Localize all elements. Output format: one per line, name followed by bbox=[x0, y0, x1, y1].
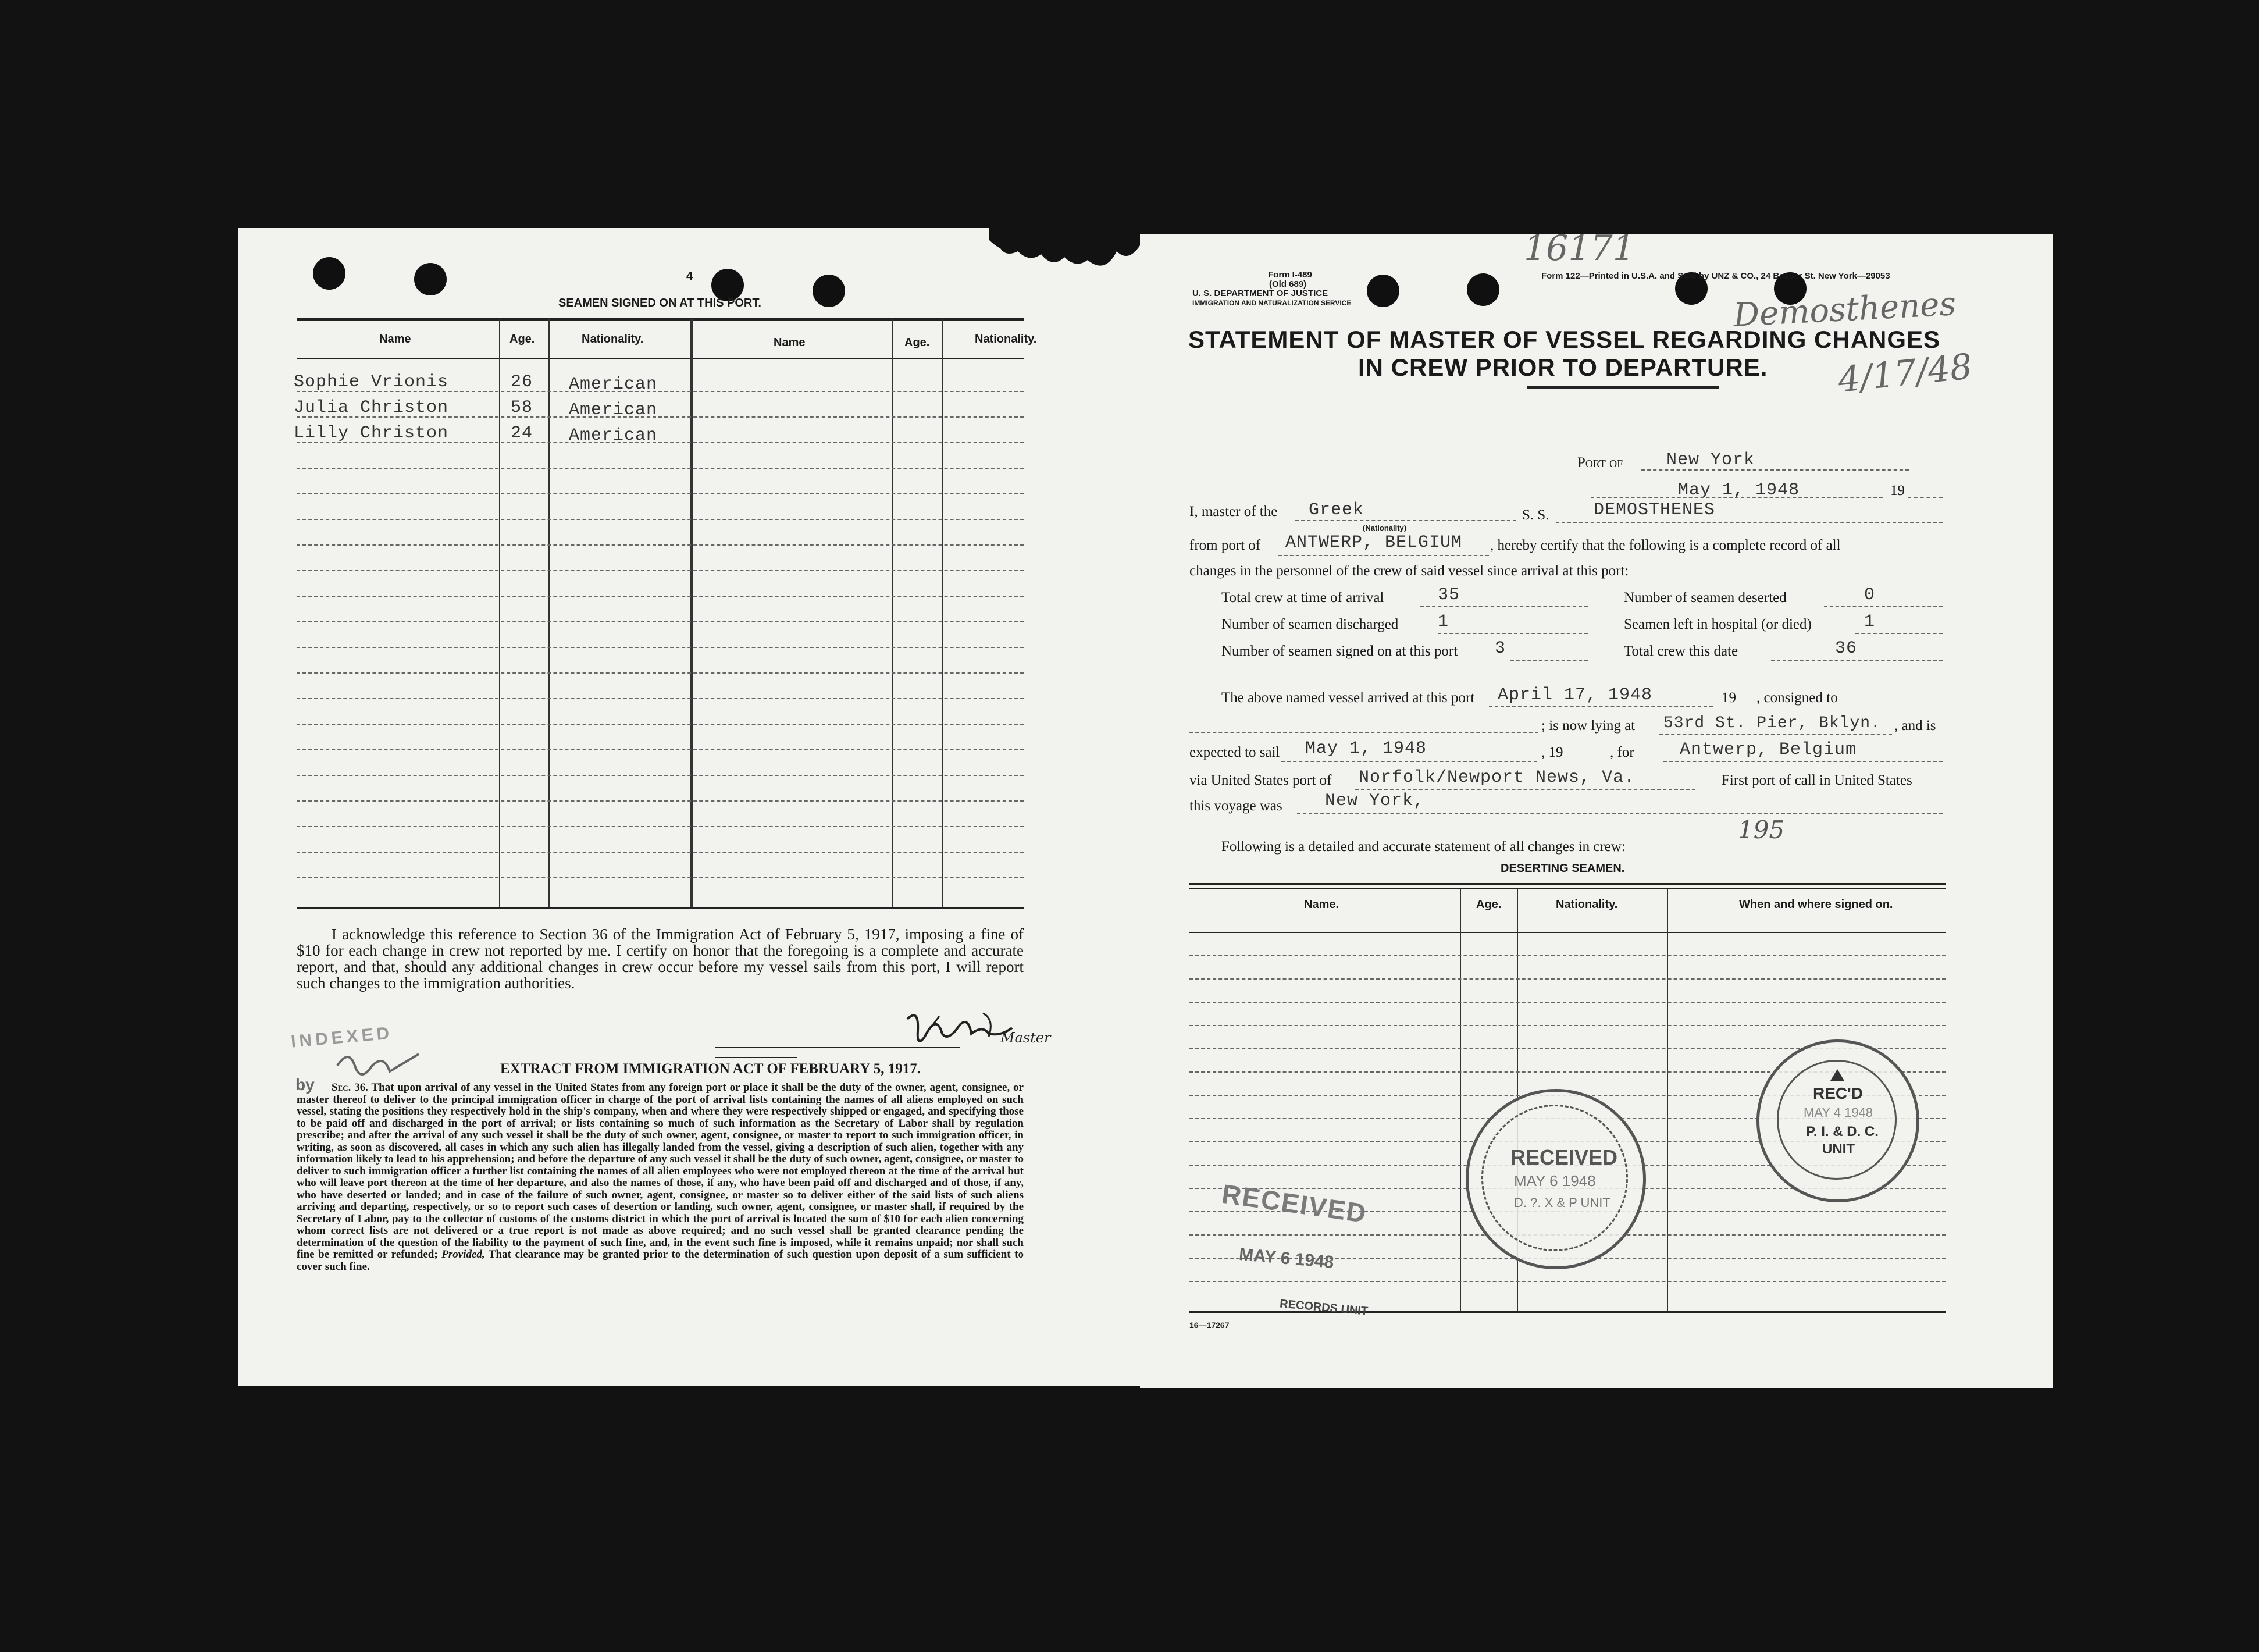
row-line bbox=[297, 416, 1024, 418]
signature-line bbox=[715, 1047, 960, 1048]
certify-text: , hereby certify that the following is a complete record of all bbox=[1490, 537, 1841, 553]
stamp-arrow-icon bbox=[1830, 1069, 1844, 1081]
port-line bbox=[1641, 469, 1909, 471]
extract-title: EXTRACT FROM IMMIGRATION ACT OF FEBRUARY 5, 1917. bbox=[500, 1061, 921, 1077]
date-line bbox=[1591, 497, 1883, 498]
row-line bbox=[297, 647, 1024, 648]
handwritten-date: 4/17/48 bbox=[1836, 346, 1975, 401]
hospital-label: Seamen left in hospital (or died) bbox=[1624, 617, 1812, 632]
header-nationality: Nationality. bbox=[582, 333, 644, 346]
deserting-header-signed-on: When and where signed on. bbox=[1739, 898, 1893, 911]
header-name: Name bbox=[379, 333, 411, 346]
handwritten-number: 16171 bbox=[1524, 228, 1635, 269]
master-of-label: I, master of the bbox=[1189, 504, 1278, 519]
from-port-label: from port of bbox=[1189, 537, 1261, 553]
row-line bbox=[1189, 955, 1946, 956]
expected-suffix: , 19 bbox=[1541, 745, 1563, 760]
column-divider bbox=[892, 319, 893, 907]
arrived-value: April 17, 1948 bbox=[1498, 685, 1653, 705]
crew-line bbox=[1855, 633, 1943, 634]
title-line2: IN CREW PRIOR TO DEPARTURE. bbox=[1358, 354, 1768, 381]
deserting-top-rule bbox=[1189, 888, 1946, 889]
first-port-label: First port of call in United States bbox=[1722, 772, 1912, 788]
footer-code: 16—17267 bbox=[1189, 1320, 1230, 1330]
lying-value: 53rd St. Pier, Bklyn. bbox=[1663, 714, 1881, 732]
title-underline bbox=[1527, 386, 1719, 389]
signed-on-value: 3 bbox=[1495, 639, 1506, 658]
punch-hole bbox=[813, 275, 845, 307]
form-old: (Old 689) bbox=[1269, 279, 1307, 289]
row-line bbox=[297, 826, 1024, 827]
seaman-name: Lilly Christon bbox=[294, 423, 449, 443]
following-label: Following is a detailed and accurate statement of all changes in crew: bbox=[1221, 839, 1626, 855]
row-line bbox=[297, 493, 1024, 494]
stamp-received-1: RECEIVED bbox=[1510, 1145, 1618, 1169]
arrival-line bbox=[1489, 706, 1713, 707]
seaman-age: 26 bbox=[511, 372, 533, 392]
recd-circular-stamp bbox=[1756, 1039, 1919, 1202]
date-line bbox=[1908, 497, 1943, 498]
master-label: Master bbox=[1000, 1030, 1051, 1046]
punch-hole bbox=[1467, 273, 1499, 306]
signed-on-label: Number of seamen signed on at this port bbox=[1221, 643, 1458, 659]
crew-line bbox=[1420, 606, 1588, 607]
torn-edge bbox=[989, 228, 1140, 280]
extract-prefix: by bbox=[295, 1076, 315, 1094]
column-divider bbox=[690, 319, 693, 907]
row-line bbox=[297, 442, 1024, 443]
row-line bbox=[297, 570, 1024, 571]
via-label: via United States port of bbox=[1189, 772, 1332, 788]
expected-value: May 1, 1948 bbox=[1305, 739, 1427, 759]
crew-line bbox=[1771, 660, 1943, 661]
extract-text: That upon arrival of any vessel in the United States from any foreign port or place it shall be the duty of the owner, agent, consignee, or master thereof to deliver to the principal immigration officer in charge of the port of arrival lists containing the names of all aliens employed on such vessel, stating the positions they respectively hold in the ship's company, when and where they were respectively shipped or engaged, and specifying those to be paid off and discharged in the port of arrival; or lists containing so much of such information as the Secretary of Labor shall by regulation prescribe; and after the arrival of any such vessel it shall be the duty of such owner, agent, consignee, or master to report to such immigration officer, in writing, as soon as discovered, all cases in which any such alien has illegally landed from the vessel, giving a description of such alien, together with any information likely to lead to his apprehension; and before the departure of any such vessel it shall be the duty of such owner, agent, consignee, or master to deliver to such immigration officer a further list containing the names of all alien employees who were not employed thereon at the time of the arrival but who will leave port thereon at the time of her departure, and also the names of those, if any, who have been paid off and discharged and of those, if any, who have deserted or landed; and in case of the failure of such owner, agent, consignee, or master so to deliver either of the said lists of such aliens arriving and departing, respectively, or so to report such cases of desertion or landing, such owner, agent, consignee, or master shall, if required by the Secretary of Labor, pay to the collector of customs of the customs district in which the port of arrival is located the sum of $10 for each alien concerning whom correct lists are not delivered or a true report is not made as above required; and no such vessel shall be granted clearance pending the determination of the question of the liability to the payment of such fine, and, in the event such fine is imposed, while it remains unpaid; nor shall such fine be remitted or refunded; bbox=[297, 1081, 1024, 1261]
nationality-line bbox=[1295, 520, 1516, 521]
nationality-caption: (Nationality) bbox=[1363, 524, 1407, 532]
row-line bbox=[297, 775, 1024, 776]
punch-hole bbox=[313, 257, 345, 290]
table-bottom-rule bbox=[297, 907, 1024, 909]
row-line bbox=[297, 724, 1024, 725]
date-value: May 1, 1948 bbox=[1678, 480, 1800, 500]
row-line bbox=[297, 852, 1024, 853]
table-header-rule bbox=[297, 358, 1024, 359]
row-line bbox=[297, 698, 1024, 699]
voyage-value: New York, bbox=[1325, 791, 1425, 811]
table-top-rule bbox=[297, 318, 1024, 321]
row-line bbox=[297, 877, 1024, 878]
stamp-recd-date: MAY 4 1948 bbox=[1804, 1105, 1873, 1120]
row-line bbox=[297, 621, 1024, 622]
column-divider bbox=[1460, 889, 1461, 1311]
deserted-value: 0 bbox=[1864, 585, 1876, 605]
acknowledgement-text: I acknowledge this reference to Section 36 of the Immigration Act of February 5, 1917, imposing a fine of $10 for each change in crew not reported by me. I certify on honor that the foregoing is a complete and accurate report, and that, should any additional changes in crew occur before my vessel sails from this port, I will report such changes to the immigration authorities. bbox=[297, 925, 1024, 992]
via-value: Norfolk/Newport News, Va. bbox=[1359, 768, 1636, 788]
total-crew-arrival-value: 35 bbox=[1438, 585, 1460, 605]
row-line bbox=[297, 800, 1024, 802]
via-line bbox=[1355, 789, 1695, 790]
nationality-value: Greek bbox=[1309, 500, 1364, 520]
consignee-line bbox=[1189, 732, 1538, 733]
arrived-suffix: 19 bbox=[1722, 690, 1736, 706]
voyage-line bbox=[1297, 813, 1943, 814]
lying-label: ; is now lying at bbox=[1541, 718, 1636, 734]
stamp-recd: REC'D bbox=[1813, 1084, 1863, 1102]
total-crew-arrival-label: Total crew at time of arrival bbox=[1221, 590, 1384, 606]
row-line bbox=[297, 672, 1024, 674]
deserted-label: Number of seamen deserted bbox=[1624, 590, 1787, 606]
header-age: Age. bbox=[904, 336, 930, 349]
handwritten-count: 195 bbox=[1738, 816, 1785, 844]
column-divider bbox=[499, 319, 500, 907]
row-line bbox=[297, 391, 1024, 392]
column-divider bbox=[942, 319, 943, 907]
expected-line bbox=[1281, 761, 1537, 762]
extract-provided: Provided, bbox=[441, 1248, 485, 1261]
master-signature bbox=[896, 1002, 1035, 1054]
deserting-title: DESERTING SEAMEN. bbox=[1501, 862, 1625, 875]
seaman-name: Sophie Vrionis bbox=[294, 372, 449, 392]
seaman-age: 58 bbox=[511, 398, 533, 418]
deserting-top-rule bbox=[1189, 883, 1946, 885]
stamp-recd-unit2: UNIT bbox=[1822, 1141, 1855, 1157]
printer-note: Form 122—Printed in U.S.A. and Sold by UNZ & CO., 24 Beaver St. New York—29053 bbox=[1541, 271, 1890, 281]
discharged-label: Number of seamen discharged bbox=[1221, 617, 1399, 632]
stamp-received-2-unit: RECORDS UNIT bbox=[1279, 1297, 1369, 1318]
row-line bbox=[297, 596, 1024, 597]
total-crew-date-label: Total crew this date bbox=[1624, 643, 1738, 659]
vessel-name: DEMOSTHENES bbox=[1594, 500, 1716, 520]
department: U. S. DEPARTMENT OF JUSTICE bbox=[1192, 289, 1328, 298]
arrived-label: The above named vessel arrived at this port bbox=[1221, 690, 1475, 706]
seaman-nationality: American bbox=[569, 400, 658, 420]
title-line1: STATEMENT OF MASTER OF VESSEL REGARDING CHANGES bbox=[1188, 326, 1941, 353]
punch-hole bbox=[1367, 275, 1399, 307]
stamp-recd-unit1: P. I. & D. C. bbox=[1806, 1124, 1879, 1140]
stamp-received-1-date: MAY 6 1948 bbox=[1514, 1172, 1596, 1190]
form-number: Form I-489 bbox=[1268, 270, 1312, 280]
header-age: Age. bbox=[509, 333, 535, 346]
column-divider bbox=[548, 319, 550, 907]
handwritten-vessel: Demosthenes bbox=[1732, 285, 1957, 334]
section-title: SEAMEN SIGNED ON AT THIS PORT. bbox=[558, 297, 761, 309]
row-line bbox=[1189, 978, 1946, 980]
ss-label: S. S. bbox=[1522, 507, 1549, 523]
and-is-label: , and is bbox=[1894, 718, 1936, 734]
changes-text: changes in the personnel of the crew of said vessel since arrival at this port: bbox=[1189, 563, 1629, 579]
seaman-nationality: American bbox=[569, 375, 658, 394]
right-page bbox=[1140, 228, 2053, 1388]
crew-line bbox=[1510, 660, 1588, 661]
row-line bbox=[297, 749, 1024, 750]
date-suffix: 19 bbox=[1890, 483, 1905, 499]
from-port-value: ANTWERP, BELGIUM bbox=[1285, 533, 1463, 553]
crew-line bbox=[1824, 606, 1943, 607]
discharged-value: 1 bbox=[1438, 612, 1449, 632]
service: IMMIGRATION AND NATURALIZATION SERVICE bbox=[1192, 299, 1352, 307]
column-divider bbox=[1667, 889, 1668, 1311]
stamp-received-1-unit: D. ?. X & P UNIT bbox=[1514, 1195, 1610, 1210]
for-label: , for bbox=[1610, 745, 1634, 760]
consigned-label: , consigned to bbox=[1756, 690, 1838, 706]
row-line bbox=[297, 468, 1024, 469]
for-value: Antwerp, Belgium bbox=[1680, 740, 1857, 760]
extract-body bbox=[297, 1082, 1024, 1273]
row-line bbox=[297, 544, 1024, 546]
header-nationality: Nationality. bbox=[975, 333, 1037, 346]
deserting-header-nationality: Nationality. bbox=[1556, 898, 1618, 911]
stamp-received-2-date: MAY 6 1948 bbox=[1238, 1244, 1335, 1273]
expected-label: expected to sail bbox=[1189, 745, 1280, 760]
hospital-value: 1 bbox=[1864, 612, 1876, 632]
seaman-name: Julia Christon bbox=[294, 398, 449, 418]
vessel-line bbox=[1556, 522, 1943, 523]
seaman-age: 24 bbox=[511, 423, 533, 443]
lying-line bbox=[1659, 734, 1892, 735]
from-port-line bbox=[1278, 555, 1489, 556]
punch-hole bbox=[414, 263, 447, 295]
crew-line bbox=[1438, 633, 1588, 634]
indexed-stamp: INDEXED bbox=[290, 1023, 394, 1052]
row-line bbox=[1189, 1025, 1946, 1026]
page-number: 4 bbox=[686, 270, 693, 283]
deserting-header-rule bbox=[1189, 932, 1946, 933]
row-line bbox=[1189, 1002, 1946, 1003]
for-line bbox=[1663, 761, 1943, 762]
port-label: Port of bbox=[1577, 455, 1623, 471]
port-value: New York bbox=[1666, 450, 1755, 470]
stamp-received-2: RECEIVED bbox=[1220, 1178, 1369, 1229]
left-page bbox=[238, 228, 1140, 1386]
header-name: Name bbox=[774, 336, 806, 349]
voyage-label: this voyage was bbox=[1189, 798, 1282, 814]
deserting-header-name: Name. bbox=[1304, 898, 1339, 911]
short-rule bbox=[715, 1057, 797, 1058]
extract-section: Sec. 36. bbox=[332, 1081, 368, 1094]
total-crew-date-value: 36 bbox=[1835, 639, 1858, 658]
seaman-nationality: American bbox=[569, 426, 658, 446]
row-line bbox=[297, 519, 1024, 520]
deserting-header-age: Age. bbox=[1476, 898, 1502, 911]
row-line bbox=[1189, 1281, 1946, 1282]
extract-end: That clearance may be granted prior to the determination of such question upon deposit of a sum sufficient to cover such fine. bbox=[297, 1248, 1024, 1273]
received-circular-stamp bbox=[1466, 1089, 1646, 1269]
